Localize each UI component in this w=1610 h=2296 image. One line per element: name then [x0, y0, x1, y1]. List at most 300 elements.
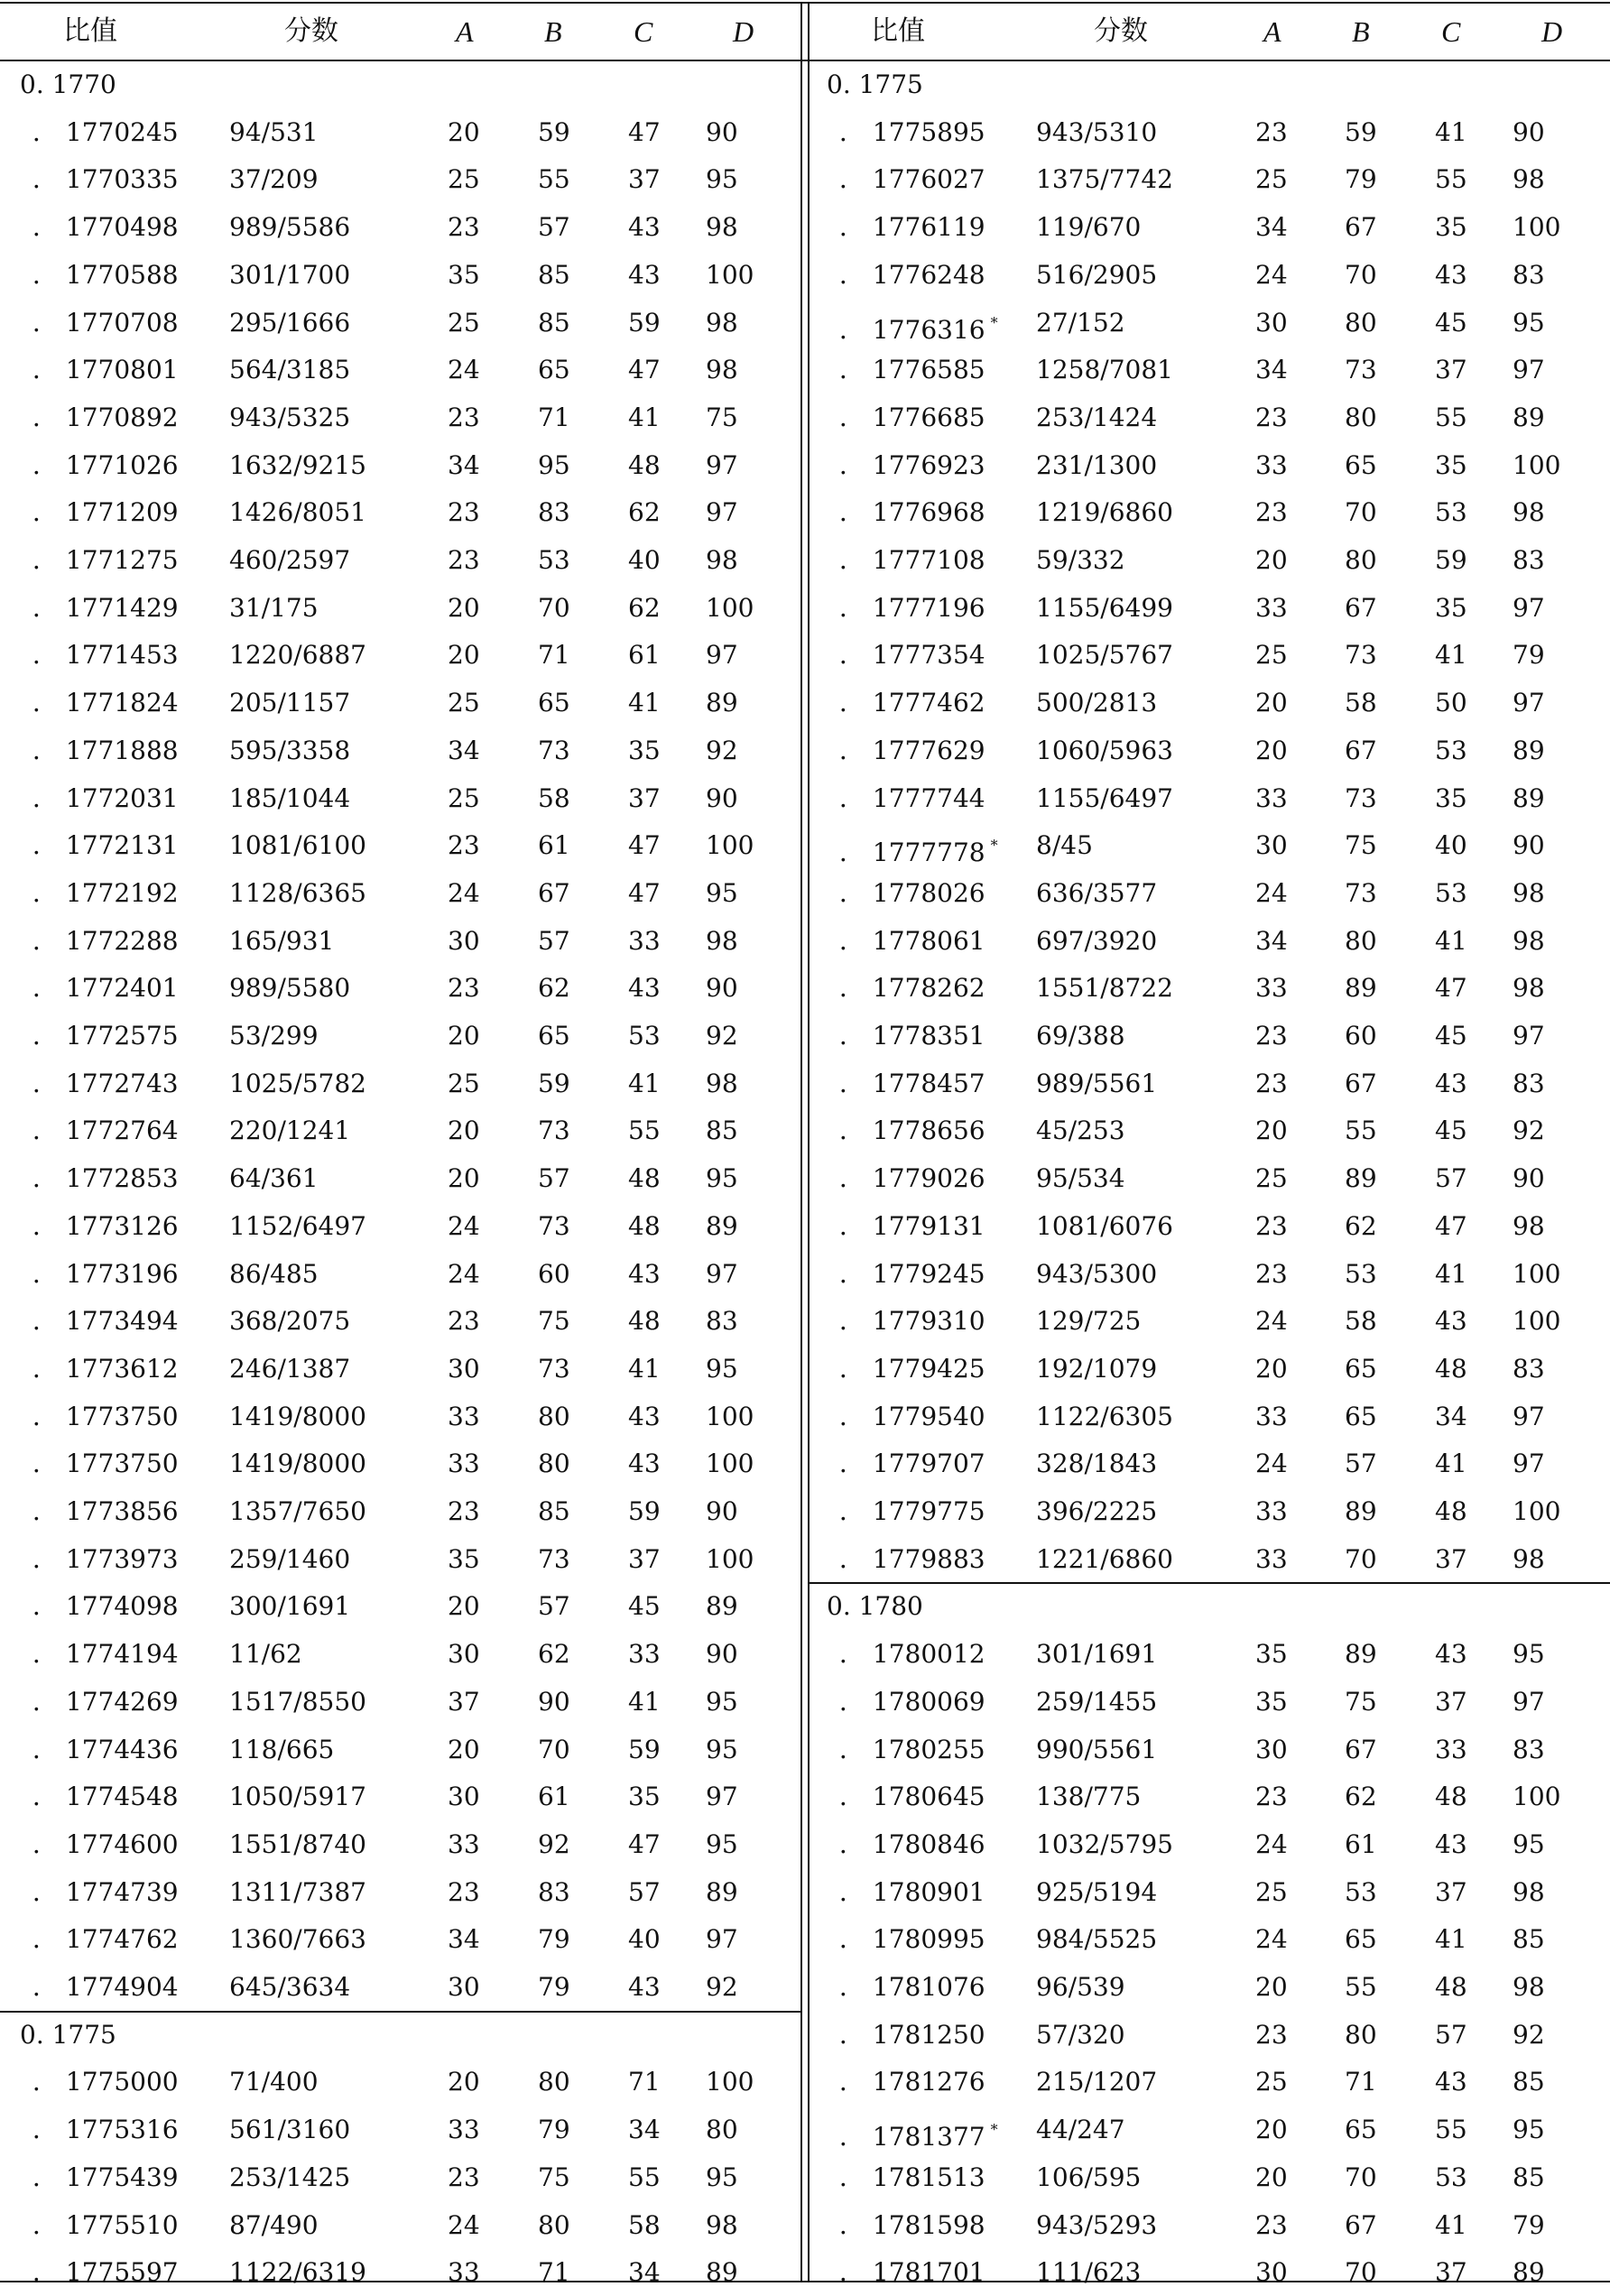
left-cell-col3: 59 [538, 1068, 570, 1098]
right-cell-col5: 89 [1513, 402, 1545, 432]
right-cell-col5: 97 [1513, 1021, 1545, 1051]
right-cell-col1: 44/247 [1036, 2115, 1125, 2145]
left-cell-col1: 11/62 [229, 1639, 302, 1670]
right-cell-col4: 43 [1435, 1639, 1467, 1670]
right-cell-col2: 23 [1255, 1068, 1288, 1098]
right-cell-col4: 35 [1435, 592, 1467, 623]
left-cell-col2: 23 [448, 2162, 480, 2192]
right-cell-col5: 98 [1513, 1210, 1545, 1241]
right-cell-col1: 1060/5963 [1036, 735, 1173, 765]
right-cell-col5: 95 [1513, 307, 1545, 338]
left-cell-col4: 41 [628, 688, 661, 718]
right-cell-col3: 73 [1345, 640, 1377, 671]
left-cell-col2: 24 [448, 1210, 480, 1241]
left-cell-col4: 35 [628, 735, 661, 765]
left-cell-col0: ． 1774194 [32, 1639, 179, 1670]
right-cell-col1: 500/2813 [1036, 688, 1158, 718]
right-cell-col1: 516/2905 [1036, 259, 1158, 290]
right-header-a: A [1263, 15, 1282, 48]
right-cell-col2: 33 [1255, 1496, 1288, 1526]
right-cell-col0: ． 1776316 * [839, 313, 998, 345]
left-cell-col1: 71/400 [229, 2067, 319, 2097]
right-cell-col2: 33 [1255, 782, 1288, 813]
left-cell-col2: 20 [448, 1116, 480, 1146]
right-cell-col3: 67 [1345, 592, 1377, 623]
left-cell-col1: 1311/7387 [229, 1876, 366, 1907]
right-cell-col4: 41 [1435, 116, 1467, 147]
left-section-separator [0, 2011, 801, 2013]
left-cell-col2: 23 [448, 973, 480, 1004]
right-cell-col2: 33 [1255, 973, 1288, 1004]
right-cell-col3: 53 [1345, 1258, 1377, 1289]
right-cell-col4: 37 [1435, 1876, 1467, 1907]
right-cell-col4: 35 [1435, 449, 1467, 480]
left-cell-col3: 60 [538, 1258, 570, 1289]
left-cell-col2: 34 [448, 735, 480, 765]
left-cell-col0: ． 1773856 [32, 1496, 179, 1526]
right-cell-col1: 253/1424 [1036, 402, 1158, 432]
left-cell-col4: 57 [628, 1876, 661, 1907]
left-cell-col0: ． 1772401 [32, 973, 179, 1004]
right-cell-col5: 83 [1513, 1734, 1545, 1764]
left-cell-col1: 53/299 [229, 1021, 319, 1051]
left-cell-col1: 185/1044 [229, 782, 351, 813]
left-cell-col3: 73 [538, 1116, 570, 1146]
right-cell-col2: 34 [1255, 355, 1288, 385]
right-cell-col1: 27/152 [1036, 307, 1125, 338]
left-cell-col4: 37 [628, 164, 661, 195]
left-cell-col2: 20 [448, 1021, 480, 1051]
left-cell-col5: 89 [706, 688, 738, 718]
left-cell-col1: 253/1425 [229, 2162, 351, 2192]
left-cell-col0: ． 1771824 [32, 688, 179, 718]
left-cell-col3: 75 [538, 2162, 570, 2192]
left-cell-col2: 23 [448, 1306, 480, 1337]
right-cell-col0: ． 1776968 [839, 497, 985, 528]
right-cell-col5: 83 [1513, 259, 1545, 290]
left-cell-col0: ． 1775510 [32, 2209, 179, 2240]
left-cell-col3: 59 [538, 116, 570, 147]
right-cell-col3: 89 [1345, 1639, 1377, 1670]
right-cell-col4: 53 [1435, 497, 1467, 528]
right-cell-col0: ． 1779707 [839, 1449, 985, 1479]
right-cell-col4: 48 [1435, 1496, 1467, 1526]
right-cell-col1: 69/388 [1036, 1021, 1125, 1051]
left-cell-col4: 43 [628, 212, 661, 243]
right-cell-col0: ． 1778061 [839, 925, 985, 956]
right-cell-col2: 25 [1255, 164, 1288, 195]
right-cell-col0: ． 1776248 [839, 259, 985, 290]
left-cell-col0: ． 1773750 [32, 1401, 179, 1431]
left-cell-col0: ． 1770335 [32, 164, 179, 195]
left-cell-col1: 1122/6319 [229, 2257, 366, 2288]
right-header-fraction: 分数 [1094, 15, 1148, 47]
left-cell-col0: ． 1774098 [32, 1591, 179, 1622]
right-cell-col0: ． 1777778 * [839, 837, 998, 868]
left-cell-col0: ． 1772743 [32, 1068, 179, 1098]
right-cell-col5: 92 [1513, 1116, 1545, 1146]
right-cell-col5: 98 [1513, 925, 1545, 956]
left-cell-col5: 97 [706, 640, 738, 671]
right-cell-col5: 79 [1513, 2209, 1545, 2240]
left-cell-col1: 460/2597 [229, 545, 351, 575]
left-cell-col0: ． 1773126 [32, 1210, 179, 1241]
right-cell-col0: ． 1780012 [839, 1639, 985, 1670]
right-cell-col3: 65 [1345, 449, 1377, 480]
right-cell-col0: ． 1780255 [839, 1734, 985, 1764]
right-cell-col4: 57 [1435, 1163, 1467, 1194]
right-cell-col5: 98 [1513, 1972, 1545, 2002]
right-cell-col5: 97 [1513, 592, 1545, 623]
left-cell-col4: 48 [628, 1163, 661, 1194]
right-cell-col4: 35 [1435, 782, 1467, 813]
left-cell-col0: ． 1770588 [32, 259, 179, 290]
right-cell-col0: ． 1781377 * [839, 2121, 998, 2152]
right-header-c: C [1441, 15, 1461, 48]
right-cell-col3: 65 [1345, 1401, 1377, 1431]
right-cell-col0: ． 1779425 [839, 1353, 985, 1384]
left-cell-col5: 98 [706, 925, 738, 956]
right-cell-col0: ． 1778351 [839, 1021, 985, 1051]
left-cell-col3: 65 [538, 688, 570, 718]
right-cell-col0: ． 1777462 [839, 688, 985, 718]
right-cell-col1: 119/670 [1036, 212, 1142, 243]
left-cell-col2: 34 [448, 1924, 480, 1955]
right-cell-col1: 328/1843 [1036, 1449, 1158, 1479]
right-cell-col2: 35 [1255, 1686, 1288, 1717]
right-cell-col4: 45 [1435, 1021, 1467, 1051]
left-cell-col4: 43 [628, 1449, 661, 1479]
right-cell-col5: 100 [1513, 212, 1561, 243]
left-cell-col0: ． 1775597 [32, 2257, 179, 2288]
left-cell-col5: 83 [706, 1306, 738, 1337]
left-cell-col0: ． 1772131 [32, 830, 179, 861]
right-cell-col3: 70 [1345, 1543, 1377, 1574]
right-cell-col3: 58 [1345, 1306, 1377, 1337]
right-cell-col1: 1155/6499 [1036, 592, 1173, 623]
right-cell-col0: ． 1776027 [839, 164, 985, 195]
left-cell-col1: 1050/5917 [229, 1782, 366, 1812]
left-cell-col0: ． 1770801 [32, 355, 179, 385]
left-cell-col5: 100 [706, 830, 754, 861]
left-cell-col3: 57 [538, 925, 570, 956]
panel-divider-right [808, 2, 810, 2282]
left-cell-col5: 90 [706, 1639, 738, 1670]
left-cell-col0: ． 1774548 [32, 1782, 179, 1812]
left-cell-col5: 98 [706, 1068, 738, 1098]
left-cell-col5: 100 [706, 1449, 754, 1479]
left-cell-col1: 1220/6887 [229, 640, 366, 671]
right-cell-col5: 89 [1513, 782, 1545, 813]
left-cell-col1: 1551/8740 [229, 1828, 366, 1859]
right-cell-col1: 1375/7742 [1036, 164, 1173, 195]
right-cell-col0: ． 1781076 [839, 1972, 985, 2002]
left-cell-col3: 53 [538, 545, 570, 575]
right-cell-col0: ． 1780846 [839, 1828, 985, 1859]
right-cell-col3: 67 [1345, 1734, 1377, 1764]
left-cell-col3: 85 [538, 307, 570, 338]
left-cell-col5: 75 [706, 402, 738, 432]
left-cell-col5: 100 [706, 1401, 754, 1431]
right-cell-col3: 89 [1345, 973, 1377, 1004]
left-cell-col5: 100 [706, 1543, 754, 1574]
left-cell-col1: 118/665 [229, 1734, 335, 1764]
right-cell-col0: ． 1779775 [839, 1496, 985, 1526]
right-cell-col5: 97 [1513, 688, 1545, 718]
left-cell-col4: 59 [628, 1734, 661, 1764]
left-cell-col4: 47 [628, 830, 661, 861]
right-cell-col0: ． 1778026 [839, 877, 985, 908]
right-cell-col1: 45/253 [1036, 1116, 1125, 1146]
right-cell-col4: 55 [1435, 164, 1467, 195]
left-cell-col1: 1025/5782 [229, 1068, 366, 1098]
right-cell-col0: ． 1780901 [839, 1876, 985, 1907]
right-cell-col5: 97 [1513, 1401, 1545, 1431]
left-cell-col0: ． 1774904 [32, 1972, 179, 2002]
left-header-d: D [733, 15, 754, 48]
left-cell-col2: 20 [448, 592, 480, 623]
left-cell-col5: 90 [706, 782, 738, 813]
right-cell-col3: 65 [1345, 1353, 1377, 1384]
left-cell-col4: 41 [628, 402, 661, 432]
left-cell-col3: 80 [538, 1449, 570, 1479]
right-cell-col1: 57/320 [1036, 2019, 1125, 2050]
left-cell-col4: 37 [628, 1543, 661, 1574]
left-cell-col5: 92 [706, 1021, 738, 1051]
right-cell-col2: 33 [1255, 592, 1288, 623]
right-cell-col1: 59/332 [1036, 545, 1125, 575]
left-cell-col0: ． 1775439 [32, 2162, 179, 2192]
left-cell-col3: 58 [538, 782, 570, 813]
right-cell-col1: 984/5525 [1036, 1924, 1158, 1955]
right-cell-col5: 95 [1513, 1639, 1545, 1670]
left-cell-col3: 67 [538, 877, 570, 908]
right-cell-col4: 59 [1435, 545, 1467, 575]
left-cell-col1: 1152/6497 [229, 1210, 366, 1241]
left-cell-col4: 41 [628, 1353, 661, 1384]
left-cell-col2: 30 [448, 1782, 480, 1812]
right-cell-col5: 97 [1513, 1686, 1545, 1717]
right-cell-col5: 95 [1513, 2115, 1545, 2145]
right-cell-col5: 100 [1513, 1782, 1561, 1812]
right-cell-col4: 37 [1435, 2257, 1467, 2288]
left-cell-col1: 64/361 [229, 1163, 319, 1194]
right-cell-col5: 90 [1513, 1163, 1545, 1194]
right-cell-col0: ． 1779540 [839, 1401, 985, 1431]
left-cell-col1: 86/485 [229, 1258, 319, 1289]
right-cell-col3: 71 [1345, 2067, 1377, 2097]
right-cell-col1: 636/3577 [1036, 877, 1158, 908]
right-cell-col1: 8/45 [1036, 830, 1093, 861]
left-cell-col4: 47 [628, 1828, 661, 1859]
left-cell-col2: 35 [448, 1543, 480, 1574]
left-cell-col5: 90 [706, 1496, 738, 1526]
right-cell-col4: 35 [1435, 212, 1467, 243]
left-cell-col2: 30 [448, 1353, 480, 1384]
left-cell-col3: 71 [538, 402, 570, 432]
left-cell-col2: 34 [448, 449, 480, 480]
left-cell-col2: 30 [448, 925, 480, 956]
right-cell-col1: 1221/6860 [1036, 1543, 1173, 1574]
left-cell-col4: 40 [628, 545, 661, 575]
left-cell-col1: 1081/6100 [229, 830, 366, 861]
left-cell-col1: 1357/7650 [229, 1496, 366, 1526]
right-cell-col3: 62 [1345, 1782, 1377, 1812]
right-cell-col4: 48 [1435, 1353, 1467, 1384]
left-cell-col0: ． 1771453 [32, 640, 179, 671]
left-cell-col4: 48 [628, 1306, 661, 1337]
right-cell-col4: 33 [1435, 1734, 1467, 1764]
right-cell-col3: 70 [1345, 2162, 1377, 2192]
right-cell-col2: 20 [1255, 2115, 1288, 2145]
right-cell-col1: 943/5293 [1036, 2209, 1158, 2240]
right-cell-col0: ． 1780995 [839, 1924, 985, 1955]
left-cell-col4: 71 [628, 2067, 661, 2097]
left-cell-col5: 95 [706, 1353, 738, 1384]
right-cell-col1: 396/2225 [1036, 1496, 1158, 1526]
left-cell-col0: ． 1770892 [32, 402, 179, 432]
right-cell-col3: 73 [1345, 782, 1377, 813]
right-cell-col4: 41 [1435, 925, 1467, 956]
right-cell-col4: 48 [1435, 1972, 1467, 2002]
right-cell-col2: 23 [1255, 1258, 1288, 1289]
right-cell-col4: 37 [1435, 355, 1467, 385]
right-cell-col0: ． 1781250 [839, 2019, 985, 2050]
right-cell-col4: 37 [1435, 1686, 1467, 1717]
left-cell-col0: ． 1771888 [32, 735, 179, 765]
left-cell-col0: ． 1772288 [32, 925, 179, 956]
left-cell-col0: ． 1770498 [32, 212, 179, 243]
right-cell-col3: 70 [1345, 259, 1377, 290]
left-cell-col3: 71 [538, 2257, 570, 2288]
left-cell-col2: 30 [448, 1972, 480, 2002]
right-cell-col0: ． 1781276 [839, 2067, 985, 2097]
left-cell-col0: ． 1771026 [32, 449, 179, 480]
left-cell-col3: 79 [538, 2115, 570, 2145]
right-cell-col5: 79 [1513, 640, 1545, 671]
right-cell-col4: 45 [1435, 1116, 1467, 1146]
right-cell-col1: 301/1691 [1036, 1639, 1158, 1670]
right-cell-col0: ． 1779026 [839, 1163, 985, 1194]
left-cell-col3: 61 [538, 1782, 570, 1812]
footnote-asterisk: * [990, 2121, 998, 2139]
right-cell-col4: 47 [1435, 973, 1467, 1004]
right-cell-col0: ． 1777629 [839, 735, 985, 765]
right-cell-col4: 50 [1435, 688, 1467, 718]
right-cell-col1: 1122/6305 [1036, 1401, 1173, 1431]
left-cell-col2: 33 [448, 2257, 480, 2288]
right-cell-col1: 192/1079 [1036, 1353, 1158, 1384]
left-cell-col3: 73 [538, 1210, 570, 1241]
right-cell-col2: 20 [1255, 1353, 1288, 1384]
right-cell-col3: 80 [1345, 545, 1377, 575]
left-cell-col5: 89 [706, 2257, 738, 2288]
left-cell-col2: 24 [448, 877, 480, 908]
right-cell-col1: 1258/7081 [1036, 355, 1173, 385]
left-cell-col3: 62 [538, 1639, 570, 1670]
right-cell-col5: 100 [1513, 1306, 1561, 1337]
left-cell-col5: 97 [706, 1924, 738, 1955]
right-cell-col1: 1551/8722 [1036, 973, 1173, 1004]
left-cell-col3: 57 [538, 1163, 570, 1194]
left-cell-col3: 83 [538, 1876, 570, 1907]
right-header-b: B [1352, 15, 1370, 48]
right-cell-col3: 57 [1345, 1449, 1377, 1479]
right-cell-col4: 55 [1435, 2115, 1467, 2145]
right-cell-col4: 41 [1435, 1924, 1467, 1955]
left-cell-col1: 246/1387 [229, 1353, 351, 1384]
left-cell-col0: ． 1774739 [32, 1876, 179, 1907]
left-cell-col1: 1419/8000 [229, 1401, 366, 1431]
right-cell-col5: 97 [1513, 1449, 1545, 1479]
right-cell-col1: 106/595 [1036, 2162, 1142, 2192]
right-section-label: 0. 1775 [827, 69, 923, 99]
right-cell-col2: 20 [1255, 688, 1288, 718]
left-cell-col3: 92 [538, 1828, 570, 1859]
left-cell-col3: 80 [538, 2067, 570, 2097]
right-cell-col2: 34 [1255, 212, 1288, 243]
left-cell-col1: 989/5580 [229, 973, 351, 1004]
right-cell-col2: 23 [1255, 1782, 1288, 1812]
left-cell-col1: 94/531 [229, 116, 319, 147]
right-cell-col3: 80 [1345, 2019, 1377, 2050]
left-cell-col1: 1360/7663 [229, 1924, 366, 1955]
right-cell-col2: 24 [1255, 1306, 1288, 1337]
right-cell-col3: 60 [1345, 1021, 1377, 1051]
right-cell-col1: 943/5310 [1036, 116, 1158, 147]
right-cell-col2: 33 [1255, 1401, 1288, 1431]
right-cell-col5: 83 [1513, 1068, 1545, 1098]
left-cell-col2: 20 [448, 640, 480, 671]
left-cell-col4: 47 [628, 355, 661, 385]
right-cell-col3: 73 [1345, 877, 1377, 908]
left-cell-col5: 95 [706, 1828, 738, 1859]
right-cell-col2: 30 [1255, 307, 1288, 338]
right-cell-col5: 98 [1513, 973, 1545, 1004]
right-cell-col0: ． 1777744 [839, 782, 985, 813]
right-cell-col4: 41 [1435, 2209, 1467, 2240]
right-cell-col2: 24 [1255, 1924, 1288, 1955]
left-cell-col5: 97 [706, 497, 738, 528]
right-cell-col4: 43 [1435, 1068, 1467, 1098]
right-cell-col3: 89 [1345, 1496, 1377, 1526]
right-cell-col2: 20 [1255, 1972, 1288, 2002]
right-cell-col0: ． 1781701 [839, 2257, 985, 2288]
left-cell-col2: 23 [448, 212, 480, 243]
left-cell-col1: 1426/8051 [229, 497, 366, 528]
left-cell-col4: 48 [628, 1210, 661, 1241]
left-cell-col5: 95 [706, 877, 738, 908]
right-cell-col3: 67 [1345, 2209, 1377, 2240]
right-cell-col5: 95 [1513, 1828, 1545, 1859]
left-cell-col5: 92 [706, 1972, 738, 2002]
left-cell-col3: 73 [538, 735, 570, 765]
left-cell-col1: 368/2075 [229, 1306, 351, 1337]
right-cell-col4: 48 [1435, 1782, 1467, 1812]
right-cell-col5: 85 [1513, 2162, 1545, 2192]
left-cell-col3: 83 [538, 497, 570, 528]
left-cell-col4: 33 [628, 1639, 661, 1670]
right-cell-col1: 96/539 [1036, 1972, 1125, 2002]
right-cell-col1: 231/1300 [1036, 449, 1158, 480]
left-cell-col4: 55 [628, 2162, 661, 2192]
right-cell-col1: 1081/6076 [1036, 1210, 1173, 1241]
right-cell-col3: 67 [1345, 1068, 1377, 1098]
right-cell-col5: 90 [1513, 116, 1545, 147]
left-cell-col5: 98 [706, 307, 738, 338]
left-cell-col0: ． 1772764 [32, 1116, 179, 1146]
right-cell-col0: ． 1780645 [839, 1782, 985, 1812]
